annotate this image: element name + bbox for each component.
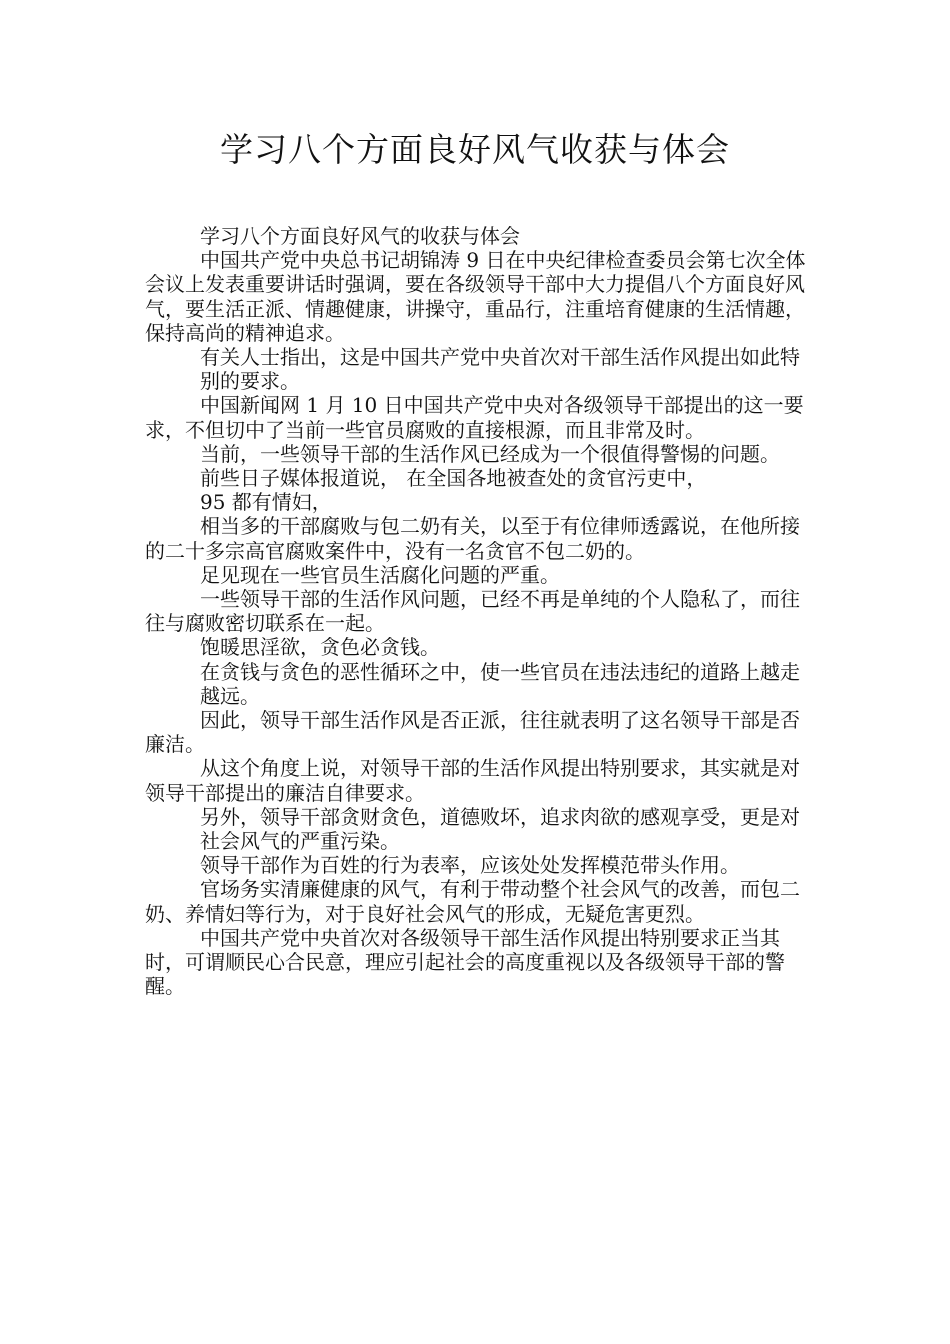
paragraph: 95 都有情妇， bbox=[200, 490, 332, 515]
paragraph: 中国新闻网 1 月 10 日中国共产党中央对各级领导干部提出的这一要求，不但切中了当前一些官员腐败的直接根源，而且非常及时。 bbox=[145, 393, 804, 442]
document-title: 学习八个方面良好风气收获与体会 bbox=[220, 130, 730, 169]
paragraph: 官场务实清廉健康的风气，有利于带动整个社会风气的改善，而包二奶、养情妇等行为，对于良好社会风气的形成，无疑危害更烈。 bbox=[145, 877, 800, 926]
paragraph: 中国共产党中央总书记胡锦涛 9 日在中央纪律检查委员会第七次全体会议上发表重要讲话时强调，要在各级领导干部中大力提倡八个方面良好风气，要生活正派、情趣健康，讲操守，重品行，注重培育健康的生活情趣，保持高尚的精神追求。 bbox=[145, 248, 806, 345]
paragraph: 饱暖思淫欲，贪色必贪钱。 bbox=[200, 635, 440, 660]
paragraph: 别的要求。 bbox=[200, 369, 300, 394]
paragraph: 足见现在一些官员生活腐化问题的严重。 bbox=[200, 562, 560, 587]
paragraph: 学习八个方面良好风气的收获与体会 bbox=[200, 224, 520, 248]
paragraph: 前些日子媒体报道说， 在全国各地被查处的贪官污吏中， bbox=[200, 466, 707, 491]
paragraph: 社会风气的严重污染。 bbox=[200, 829, 400, 854]
paragraph: 从这个角度上说，对领导干部的生活作风提出特别要求，其实就是对领导干部提出的廉洁自律要求。 bbox=[145, 756, 800, 805]
document-body bbox=[145, 224, 815, 999]
paragraph: 在贪钱与贪色的恶性循环之中，使一些官员在违法违纪的道路上越走 bbox=[200, 659, 800, 684]
paragraph: 相当多的干部腐败与包二奶有关，以至于有位律师透露说，在他所接的二十多宗高官腐败案件中，没有一名贪官不包二奶的。 bbox=[145, 514, 800, 563]
paragraph: 越远。 bbox=[200, 683, 260, 708]
paragraph: 领导干部作为百姓的行为表率，应该处处发挥模范带头作用。 bbox=[200, 853, 740, 878]
paragraph: 因此，领导干部生活作风是否正派，往往就表明了这名领导干部是否廉洁。 bbox=[145, 708, 800, 757]
paragraph: 当前，一些领导干部的生活作风已经成为一个很值得警惕的问题。 bbox=[200, 441, 780, 466]
paragraph: 有关人士指出，这是中国共产党中央首次对干部生活作风提出如此特 bbox=[200, 345, 800, 370]
paragraph: 另外，领导干部贪财贪色，道德败坏，追求肉欲的感观享受，更是对 bbox=[200, 804, 800, 829]
paragraph: 中国共产党中央首次对各级领导干部生活作风提出特别要求正当其时，可谓顺民心合民意，理应引起社会的高度重视以及各级领导干部的警醒。 bbox=[145, 925, 785, 999]
paragraph: 一些领导干部的生活作风问题，已经不再是单纯的个人隐私了，而往往与腐败密切联系在一起。 bbox=[145, 587, 800, 636]
